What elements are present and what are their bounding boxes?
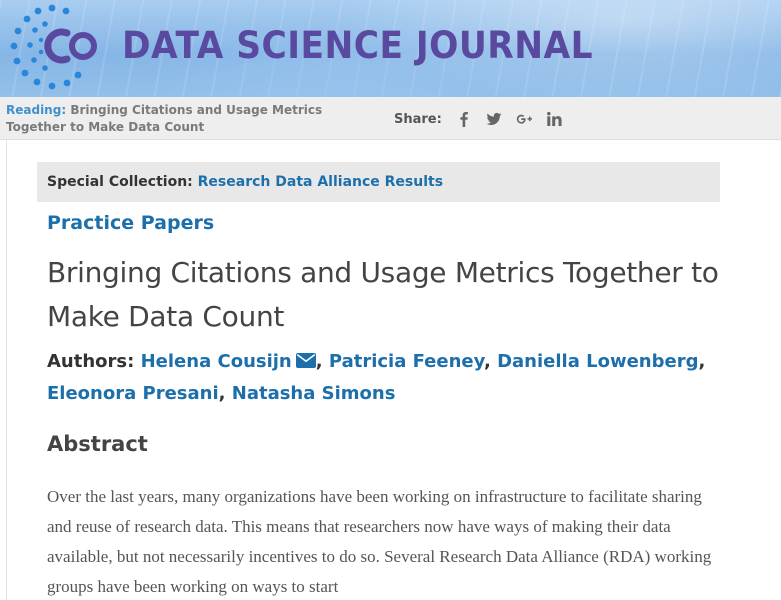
reading-article-title: Bringing Citations and Usage Metrics Together to Make Data Count xyxy=(6,103,323,134)
author-link[interactable]: Natasha Simons xyxy=(231,383,396,404)
linkedin-icon[interactable] xyxy=(546,111,562,127)
authors-label: Authors: xyxy=(47,351,135,372)
special-collection-link[interactable]: Research Data Alliance Results xyxy=(197,174,444,190)
journal-title[interactable]: DATA SCIENCE JOURNAL xyxy=(122,24,593,67)
share-bar xyxy=(394,109,576,129)
special-collection-label: Special Collection: xyxy=(47,174,193,190)
special-collection xyxy=(47,174,443,190)
special-collection-bar xyxy=(37,162,720,202)
facebook-icon[interactable] xyxy=(456,111,472,127)
article-title: Bringing Citations and Usage Metrics Together to Make Data Count xyxy=(47,256,719,333)
author-link[interactable]: Eleonora Presani xyxy=(47,383,219,404)
author-list: Authors: Helena Cousijn , Patricia Feeney, Daniella Lowenberg, Eleonora Presani, Natasha Simons xyxy=(47,351,706,404)
author-link[interactable]: Helena Cousijn xyxy=(140,351,292,372)
share-label: Share: xyxy=(394,111,442,127)
article-section-link[interactable]: Practice Papers xyxy=(47,212,215,234)
author-link[interactable]: Patricia Feeney xyxy=(328,351,484,372)
abstract-heading: Abstract xyxy=(47,432,148,456)
article-content xyxy=(6,140,781,600)
journal-banner xyxy=(0,0,781,97)
abstract-text: Over the last years, many organizations have been working on infrastructure to facilitate sharing and reuse of research data. This means that researchers now have ways of making their data available, but not necessarily incentives to do so. Several Research Data Alliance (RDA) working groups have been working on ways to start xyxy=(47,487,712,596)
google-plus-icon[interactable] xyxy=(516,111,532,127)
reading-label: Reading: xyxy=(6,103,67,117)
reading-indicator xyxy=(6,102,366,136)
codata-logo-icon[interactable] xyxy=(4,0,100,96)
author-link[interactable]: Daniella Lowenberg xyxy=(497,351,699,372)
envelope-icon[interactable] xyxy=(296,353,316,368)
reading-bar xyxy=(0,97,781,140)
twitter-icon[interactable] xyxy=(486,111,502,127)
